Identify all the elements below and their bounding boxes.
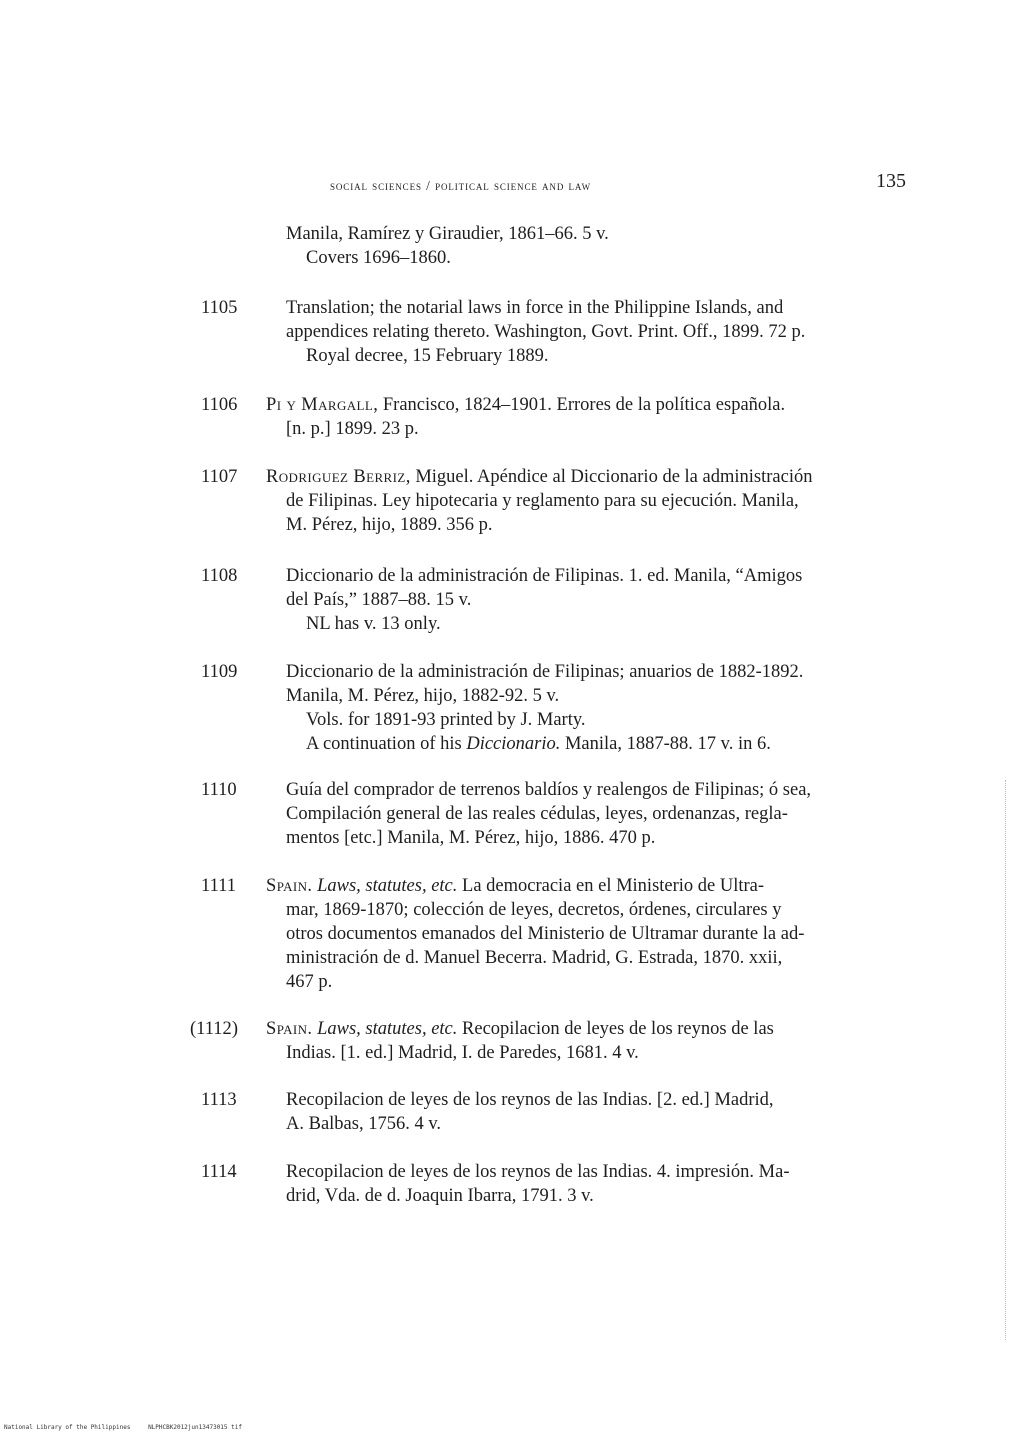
entry-number: 1114 <box>201 1162 237 1182</box>
entry-line: Miguel. Apéndice al Diccionario de la administración <box>410 467 813 487</box>
entry-line: Francisco, 1824–1901. Errores de la política española. <box>378 395 786 415</box>
continuation-line: Manila, Ramírez y Giraudier, 1861–66. 5 v. <box>286 224 609 244</box>
entry-line: Compilación general de las reales cédulas, leyes, ordenanzas, regla- <box>286 804 788 824</box>
entry-line: mar, 1869-1870; colección de leyes, decretos, órdenes, circulares y <box>286 900 782 920</box>
entry-line: Diccionario de la administración de Filipinas; anuarios de 1882-1892. <box>286 662 804 682</box>
running-head-title: social sciences / political science and law <box>330 178 591 193</box>
entry-line: Guía del comprador de terrenos baldíos y realengos de Filipinas; ó sea, <box>286 780 812 800</box>
entry-line: La democracia en el Ministerio de Ultra- <box>457 876 765 896</box>
entry-continuation <box>286 222 906 270</box>
cited-title: Diccionario. <box>466 734 561 754</box>
entry-note: Royal decree, 15 February 1889. <box>306 346 549 366</box>
entry-note: NL has v. 13 only. <box>306 614 441 634</box>
continuation-note: Covers 1696–1860. <box>306 248 451 268</box>
entry-note: Vols. for 1891-93 printed by J. Marty. <box>306 710 586 730</box>
entry-line: Recopilacion de leyes de los reynos de las Indias. 4. impresión. Ma- <box>286 1162 790 1182</box>
entry-number: 1105 <box>201 298 238 318</box>
entry-line: ministración de d. Manuel Becerra. Madrid, G. Estrada, 1870. xxii, <box>286 948 783 968</box>
entry-text <box>266 1017 904 1065</box>
entry-line: otros documentos emanados del Ministerio de Ultramar durante la ad- <box>286 924 805 944</box>
entry-number: 1109 <box>201 662 238 682</box>
entry-line: Indias. [1. ed.] Madrid, I. de Paredes, 1681. 4 v. <box>286 1043 639 1063</box>
entry-line: M. Pérez, hijo, 1889. 356 p. <box>286 515 493 535</box>
entry-text <box>266 393 904 441</box>
entry-text <box>286 296 904 368</box>
entry-line: drid, Vda. de d. Joaquin Ibarra, 1791. 3 v. <box>286 1186 594 1206</box>
scan-footer <box>4 1424 256 1431</box>
entry-line: Recopilacion de leyes de los reynos de las Indias. [2. ed.] Madrid, <box>286 1090 774 1110</box>
entry-line: mentos [etc.] Manila, M. Pérez, hijo, 1886. 470 p. <box>286 828 656 848</box>
entry-text <box>266 465 904 537</box>
entry-number: 1111 <box>201 876 236 896</box>
footer-library: National Library of the Philippines <box>4 1424 131 1431</box>
entry-text <box>266 874 904 994</box>
entry-number: 1110 <box>201 780 237 800</box>
entry-line: de Filipinas. Ley hipotecaria y reglamento para su ejecución. Manila, <box>286 491 799 511</box>
entry-uniform-title: Laws, statutes, etc. <box>317 876 458 896</box>
entry-line: 467 p. <box>286 972 333 992</box>
entry-number-marked: (1112) <box>190 1019 238 1039</box>
entry-line: Translation; the notarial laws in force in the Philippine Islands, and <box>286 298 784 318</box>
entry-author: Spain. <box>266 1019 313 1039</box>
entry-number: 1113 <box>201 1090 237 1110</box>
entry-author: Pi y Margall, <box>266 395 379 415</box>
entry-line: Diccionario de la administración de Filipinas. 1. ed. Manila, “Amigos <box>286 566 803 586</box>
running-head <box>330 170 906 200</box>
entry-number: 1108 <box>201 566 238 586</box>
entry-line: Manila, M. Pérez, hijo, 1882-92. 5 v. <box>286 686 560 706</box>
entry-text <box>286 564 904 636</box>
page-number: 135 <box>876 170 906 192</box>
entry-text <box>286 1088 904 1136</box>
entry-line: del País,” 1887–88. 15 v. <box>286 590 472 610</box>
entry-author: Rodriguez Berriz, <box>266 467 411 487</box>
footer-file: NLPHCBK2012jun13473015 tif <box>148 1424 242 1431</box>
entry-text <box>286 1160 904 1208</box>
entry-line: A. Balbas, 1756. 4 v. <box>286 1114 442 1134</box>
pencil-bracket-icon: ( <box>190 1019 197 1039</box>
entry-number: 1107 <box>201 467 238 487</box>
entry-note-continuation: A continuation of his Diccionario. Manila, 1887-88. 17 v. in 6. <box>306 734 771 754</box>
entry-author: Spain. <box>266 876 313 896</box>
entry-uniform-title: Laws, statutes, etc. <box>317 1019 458 1039</box>
entry-line: [n. p.] 1899. 23 p. <box>286 419 419 439</box>
scan-edge-line <box>1005 780 1007 1340</box>
entry-number: 1106 <box>201 395 238 415</box>
entry-text <box>286 660 904 756</box>
entry-line: Recopilacion de leyes de los reynos de las <box>457 1019 774 1039</box>
entry-text <box>286 778 904 850</box>
entry-line: appendices relating thereto. Washington, Govt. Print. Off., 1899. 72 p. <box>286 322 806 342</box>
